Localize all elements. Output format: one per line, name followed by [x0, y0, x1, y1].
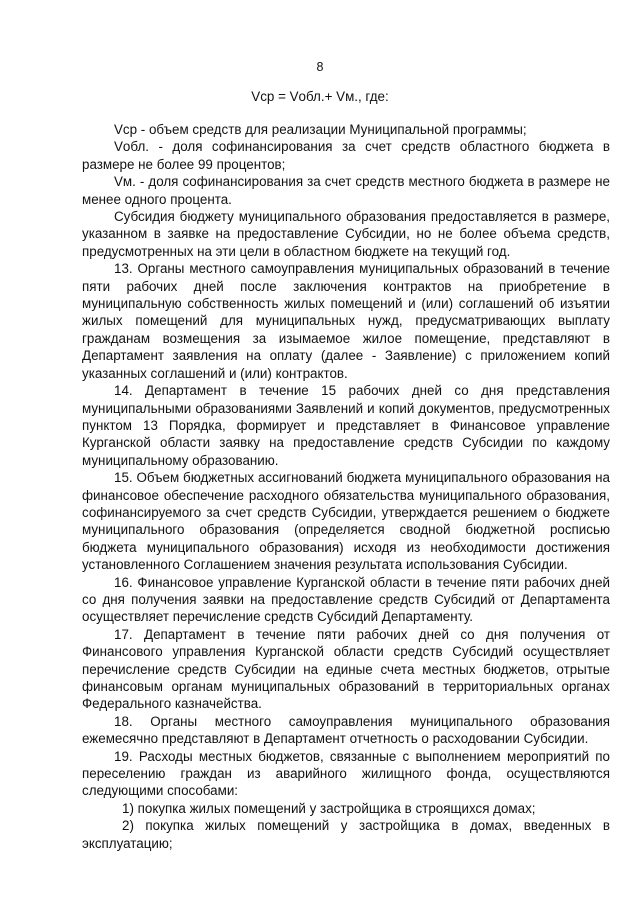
paragraph: 17. Департамент в течение пяти рабочих дней со дня получения от Финансового управления Курганской области средств Субсидий осуществляет перечисление средств Субсидии на единые счета местных бюджетов, отрытые финансовым органам муниципальных образований в территориальных органах Федерального казначейства.: [82, 626, 610, 712]
paragraph: 14. Департамент в течение 15 рабочих дней со дня представления муниципальными образованиями Заявлений и копий документов, предусмотренных пунктом 13 Порядка, формирует и представляет в Финансовое управление Курганской области заявку на предоставление средств Субсидии по каждому муниципальному образованию.: [82, 383, 610, 468]
paragraph: Субсидия бюджету муниципального образования предоставляется в размере, указанном в заявке на предоставление Субсидии, но не более объема средств, предусмотренных на эти цели в областном бюджете на текущий год.: [82, 209, 610, 259]
paragraph: Vм. - доля софинансирования за счет средств местного бюджета в размере не менее одного процента.: [82, 174, 610, 207]
list-item: 1) покупка жилых помещений у застройщика в строящихся домах;: [122, 800, 536, 816]
paragraph: 18. Органы местного самоуправления муниципального образования ежемесячно представляют в Департамент отчетность о расходовании Субсидии.: [82, 713, 610, 747]
paragraph: Vобл. - доля софинансирования за счет средств областного бюджета в размере не более 99 процентов;: [82, 139, 610, 172]
page-number: 8: [316, 60, 324, 74]
formula: Vср = Vобл.+ Vм., где:: [251, 89, 389, 104]
list-item: 2) покупка жилых помещений у застройщика в домах, введенных в эксплуатацию;: [82, 818, 610, 851]
paragraph: Vср - объем средств для реализации Муниципальной программы;: [114, 122, 527, 137]
paragraph: 15. Объем бюджетных ассигнований бюджета муниципального образования на финансовое обеспечение расходного обязательства муниципального образования, софинансируемого за счет средств Субсидии, утверждается решением о бюджете муниципального образования (определяется сводной бюджетной росписью бюджета муниципального образования) исходя из необходимости достижения установленного Соглашением значения результата использования Субсидии.: [82, 470, 610, 573]
paragraph: 16. Финансовое управление Курганской области в течение пяти рабочих дней со дня получения заявки на предоставление средств Субсидий от Департамента осуществляет перечисление средств Субсидий Департаменту.: [82, 574, 610, 625]
paragraph: 19. Расходы местных бюджетов, связанные с выполнением мероприятий по переселению граждан из аварийного жилищного фонда, осуществляются следующими способами:: [82, 748, 610, 799]
paragraph: 13. Органы местного самоуправления муниципальных образований в течение пяти рабочих дней после заключения контрактов на приобретение в муниципальную собственность жилых помещений и (или) соглашений об изъятии жилых помещений для муниципальных нужд, предусматривающих выплату гражданам возмещения за изымаемое жилое помещение, представляют в Департамент заявления на оплату (далее - Заявление) с приложением копий указанных соглашений и (или) контрактов.: [82, 261, 610, 381]
document-body: [82, 121, 610, 852]
